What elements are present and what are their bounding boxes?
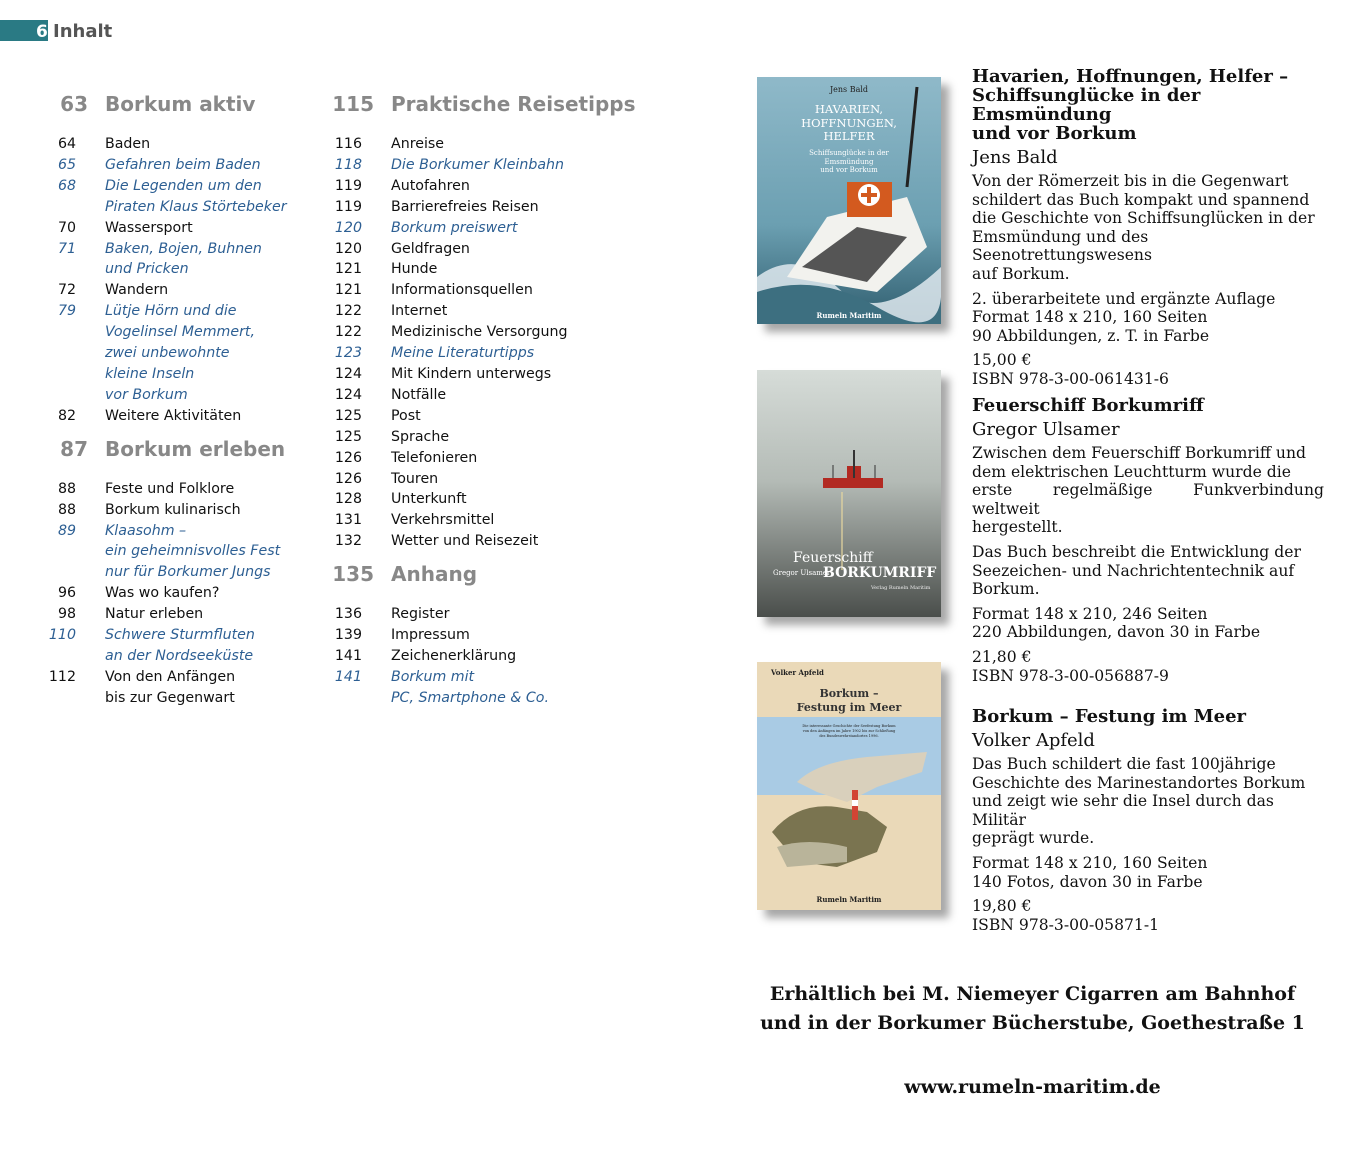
- cover-author: Jens Bald: [829, 85, 869, 94]
- entry-label: Unterkunft: [391, 491, 467, 508]
- toc-entry[interactable]: [38, 625, 338, 667]
- cover-publisher: Rumeln Maritim: [816, 895, 882, 904]
- entry-page-number: 124: [334, 365, 362, 382]
- toc-entry[interactable]: [38, 667, 338, 709]
- entry-label: Register: [391, 606, 450, 623]
- description-line: schildert das Buch kompakt und spannend: [972, 190, 1310, 209]
- toc-entry[interactable]: [324, 197, 644, 218]
- cover-blurb-line: von den Anfängen im Jahre 1902 bis zur Schließung: [802, 729, 896, 733]
- section-title: Praktische Reisetipps: [391, 92, 636, 116]
- cover-blurb-line: des Bundeswehrstandortes 1996.: [819, 734, 879, 738]
- book-isbn: ISBN 978-3-00-05871-1: [972, 915, 1160, 934]
- toc-entry[interactable]: [324, 364, 644, 385]
- entry-label: Post: [391, 407, 421, 424]
- toc-entry[interactable]: [38, 479, 338, 500]
- toc-section-heading: [324, 94, 644, 134]
- book-description: [972, 444, 1324, 537]
- entry-page-number: 112: [48, 668, 76, 685]
- cover-subtitle-line: und vor Borkum: [820, 166, 878, 174]
- cover-title: [757, 687, 941, 715]
- availability-line: Erhältlich bei M. Niemeyer Cigarren am Bahnhof: [769, 983, 1296, 1005]
- description-line: erste regelmäßige Funkverbindung weltweit: [972, 481, 1324, 518]
- entry-label: Borkum preiswert: [391, 219, 518, 236]
- entry-label: Borkum mit PC, Smartphone & Co.: [391, 668, 549, 706]
- toc-entry[interactable]: [324, 489, 644, 510]
- toc-entry[interactable]: [324, 134, 644, 155]
- entry-label: Hunde: [391, 261, 438, 278]
- section-title: Borkum aktiv: [105, 92, 256, 116]
- entry-label: Wandern: [105, 282, 169, 299]
- toc-column-right: [324, 94, 644, 709]
- entry-label: Touren: [391, 470, 439, 487]
- entry-page-number: 126: [334, 470, 362, 487]
- section-page-number: 135: [332, 562, 374, 587]
- cover-publisher: Verlag Rumeln Maritim: [871, 585, 931, 591]
- book-entry-festung: [972, 707, 1327, 934]
- cover-title-line: Festung im Meer: [796, 701, 902, 714]
- cover-title-2: BORKUMRIFF: [823, 565, 937, 581]
- toc-entry[interactable]: [324, 259, 644, 280]
- description-line: Borkum.: [972, 580, 1040, 599]
- description-line: und zeigt wie sehr die Insel durch das Militär: [972, 792, 1274, 829]
- book-cover-festung: [757, 662, 941, 910]
- toc-entry[interactable]: [38, 301, 338, 406]
- toc-entry[interactable]: [324, 322, 644, 343]
- entry-page-number: 122: [334, 303, 362, 320]
- cover-author: Volker Apfeld: [771, 668, 824, 677]
- description-line: hergestellt.: [972, 518, 1063, 537]
- toc-entry[interactable]: [38, 218, 338, 239]
- description-line: geprägt wurde.: [972, 829, 1095, 848]
- entry-page-number: 121: [334, 282, 362, 299]
- toc-section-heading: [38, 94, 338, 134]
- section-heading: Inhalt: [53, 21, 113, 42]
- entry-page-number: 125: [334, 407, 362, 424]
- entry-label: Internet: [391, 303, 448, 320]
- entry-label: Barrierefreies Reisen: [391, 198, 539, 215]
- entry-label: Baken, Bojen, Buhnen und Pricken: [105, 240, 262, 278]
- cover-title-line: HELFER: [823, 129, 875, 143]
- entry-label: Von den Anfängen bis zur Gegenwart: [105, 668, 236, 706]
- toc-entry[interactable]: [38, 280, 338, 301]
- entry-page-number: 70: [57, 219, 76, 236]
- book-title-line: und vor Borkum: [972, 123, 1137, 144]
- entry-page-number: 116: [334, 136, 362, 152]
- entry-label: Borkum kulinarisch: [105, 501, 241, 518]
- entry-label: Sprache: [391, 428, 450, 445]
- book-details: [972, 290, 1327, 346]
- entry-page-number: 110: [48, 627, 76, 644]
- entry-label: Natur erleben: [105, 606, 204, 623]
- toc-entry[interactable]: [324, 646, 644, 667]
- book-description: [972, 755, 1327, 848]
- book-price: 15,00 €: [972, 351, 1032, 370]
- cover-blurb: [757, 724, 941, 739]
- description-line: Das Buch beschreibt die Entwicklung der: [972, 542, 1301, 561]
- toc-entry[interactable]: [324, 176, 644, 197]
- entry-page-number: 141: [334, 668, 362, 685]
- book-entry-feuerschiff: [972, 396, 1324, 685]
- entry-page-number: 131: [334, 512, 362, 529]
- entry-page-number: 96: [57, 585, 76, 602]
- entry-label: Autofahren: [391, 177, 470, 194]
- cover-subtitle-line: Emsmündung: [824, 157, 874, 166]
- entry-label: Die Borkumer Kleinbahn: [391, 156, 565, 173]
- book-author: Volker Apfeld: [972, 730, 1095, 751]
- toc-entry[interactable]: [324, 604, 644, 625]
- entry-label: Informationsquellen: [391, 282, 533, 299]
- section-title: Borkum erleben: [105, 436, 286, 461]
- entry-label: Mit Kindern unterwegs: [391, 365, 552, 382]
- toc-entry[interactable]: [38, 604, 338, 625]
- detail-line: 220 Abbildungen, davon 30 in Farbe: [972, 623, 1261, 642]
- section-page-number: 115: [332, 92, 374, 116]
- toc-entry[interactable]: [38, 521, 338, 584]
- book-price-isbn: [972, 897, 1327, 934]
- entry-label: Lütje Hörn und die Vogelinsel Memmert, zwei unbewohnte kleine Inseln vor Borkum: [105, 303, 255, 403]
- entry-page-number: 120: [334, 219, 362, 236]
- toc-entry[interactable]: [324, 427, 644, 448]
- entry-page-number: 139: [334, 627, 362, 644]
- cover-title: [757, 103, 941, 144]
- entry-label: Die Legenden um den Piraten Klaus Störtebeker: [105, 177, 287, 215]
- entry-page-number: 89: [57, 522, 76, 539]
- toc-entry[interactable]: [324, 625, 644, 646]
- description-line: Zwischen dem Feuerschiff Borkumriff und: [972, 444, 1306, 462]
- book-price: 21,80 €: [972, 647, 1032, 666]
- book-title: [972, 67, 1327, 143]
- toc-entry[interactable]: [38, 500, 338, 521]
- entry-label: Medizinische Versorgung: [391, 324, 568, 341]
- entry-label: Feste und Folklore: [105, 480, 235, 497]
- book-entry-havarien: [972, 67, 1327, 389]
- entry-page-number: 82: [57, 407, 76, 424]
- cover-blurb-line: Die interessante Geschichte der Seefestung Borkum: [802, 724, 896, 728]
- description-line: Emsmündung und des Seenotrettungswesens: [972, 227, 1152, 265]
- description-line: Seezeichen- und Nachrichtentechnik auf: [972, 561, 1295, 580]
- book-title: [972, 396, 1324, 415]
- detail-line: 2. überarbeitete und ergänzte Auflage: [972, 289, 1276, 308]
- toc-column-left: [38, 94, 338, 709]
- entry-page-number: 79: [57, 303, 76, 320]
- cover-author: Gregor Ulsamer: [773, 569, 831, 577]
- cover-title-1: Feuerschiff: [793, 550, 873, 566]
- toc-entry[interactable]: [324, 531, 644, 552]
- toc-entry[interactable]: [38, 239, 338, 281]
- toc-entry[interactable]: [324, 406, 644, 427]
- description-line: die Geschichte von Schiffsunglücken in der: [972, 209, 1315, 228]
- toc-entry[interactable]: [38, 176, 338, 218]
- description-line: Von der Römerzeit bis in die Gegenwart: [972, 172, 1289, 190]
- cover-title-line: HAVARIEN,: [814, 102, 884, 116]
- book-isbn: ISBN 978-3-00-061431-6: [972, 369, 1169, 388]
- toc-entry[interactable]: [324, 448, 644, 469]
- entry-page-number: 72: [57, 282, 76, 299]
- book-cover-feuerschiff: [757, 370, 941, 617]
- entry-page-number: 68: [57, 177, 76, 194]
- section-title: Anhang: [391, 562, 478, 587]
- entry-page-number: 98: [57, 606, 76, 623]
- entry-page-number: 88: [57, 480, 76, 497]
- cover-subtitle: [757, 149, 941, 175]
- toc-entry[interactable]: [324, 239, 644, 260]
- entry-label: Wassersport: [105, 219, 193, 236]
- entry-label: Klaasohm – ein geheimnisvolles Fest nur für Borkumer Jungs: [105, 522, 281, 581]
- entry-page-number: 64: [57, 136, 76, 152]
- entry-page-number: 118: [334, 156, 362, 173]
- book-price: 19,80 €: [972, 897, 1032, 916]
- detail-line: Format 148 x 210, 246 Seiten: [972, 604, 1208, 623]
- book-title-line: Feuerschiff Borkumriff: [972, 395, 1204, 416]
- book-details: [972, 854, 1327, 891]
- cover-title-line: HOFFNUNGEN,: [801, 115, 897, 130]
- cover-title-line: Borkum –: [819, 687, 879, 700]
- availability-line: und in der Borkumer Bücherstube, Goethestraße 1: [760, 1012, 1305, 1034]
- book-price-isbn: [972, 351, 1327, 388]
- toc-entry[interactable]: [324, 385, 644, 406]
- page-number: 6: [36, 22, 48, 42]
- entry-page-number: 128: [334, 491, 362, 508]
- entry-page-number: 141: [334, 647, 362, 664]
- entry-page-number: 65: [57, 156, 76, 173]
- toc-entry[interactable]: [324, 510, 644, 531]
- toc-entry[interactable]: [324, 343, 644, 364]
- book-details: [972, 605, 1324, 642]
- availability-note: [760, 980, 1305, 1038]
- book-description-2: [972, 543, 1324, 599]
- entry-label: Geldfragen: [391, 240, 470, 257]
- entry-page-number: 136: [334, 606, 362, 623]
- toc-entry[interactable]: [38, 583, 338, 604]
- toc-section-heading: [324, 564, 644, 604]
- entry-label: Gefahren beim Baden: [105, 156, 261, 173]
- entry-label: Schwere Sturmfluten an der Nordseeküste: [105, 627, 255, 664]
- book-cover-havarien: [757, 77, 941, 324]
- description-line: Geschichte des Marinestandortes Borkum: [972, 773, 1306, 792]
- entry-page-number: 132: [334, 533, 362, 550]
- entry-label: Baden: [105, 136, 151, 152]
- entry-page-number: 88: [57, 501, 76, 518]
- book-title-line: Schiffsunglücke in der Emsmündung: [972, 85, 1201, 125]
- entry-page-number: 120: [334, 240, 362, 257]
- entry-page-number: 119: [334, 177, 362, 194]
- book-description: [972, 172, 1327, 284]
- cover-subtitle-line: Schiffsunglücke in der: [809, 149, 889, 157]
- entry-label: Meine Literaturtipps: [391, 345, 535, 362]
- toc-entry[interactable]: [324, 218, 644, 239]
- entry-label: Anreise: [391, 136, 445, 152]
- detail-line: 140 Fotos, davon 30 in Farbe: [972, 872, 1203, 891]
- entry-label: Weitere Aktivitäten: [105, 407, 242, 424]
- toc-section-heading: [38, 436, 338, 479]
- entry-page-number: 121: [334, 261, 362, 278]
- toc-entry[interactable]: [324, 280, 644, 301]
- book-price-isbn: [972, 648, 1324, 685]
- book-author: Jens Bald: [972, 147, 1058, 168]
- section-page-number: 63: [60, 92, 88, 116]
- toc-entry[interactable]: [38, 134, 338, 155]
- toc-entry[interactable]: [324, 469, 644, 490]
- entry-label: Notfälle: [391, 386, 447, 403]
- entry-label: Verkehrsmittel: [391, 512, 495, 529]
- entry-label: Impressum: [391, 627, 470, 644]
- entry-page-number: 123: [334, 345, 362, 362]
- entry-page-number: 125: [334, 428, 362, 445]
- entry-page-number: 71: [57, 240, 76, 257]
- toc-entry[interactable]: [324, 155, 644, 176]
- entry-label: Zeichenerklärung: [391, 647, 517, 664]
- detail-line: 90 Abbildungen, z. T. in Farbe: [972, 326, 1210, 345]
- entry-page-number: 124: [334, 386, 362, 403]
- toc-entry[interactable]: [38, 155, 338, 176]
- entry-label: Was wo kaufen?: [105, 585, 220, 602]
- cover-publisher: Rumeln Maritim: [816, 311, 882, 320]
- book-title-line: Borkum – Festung im Meer: [972, 706, 1247, 727]
- toc-entry[interactable]: [324, 667, 644, 709]
- entry-page-number: 126: [334, 449, 362, 466]
- entry-label: Telefonieren: [391, 449, 478, 466]
- book-title-line: Havarien, Hoffnungen, Helfer –: [972, 66, 1289, 87]
- book-isbn: ISBN 978-3-00-056887-9: [972, 666, 1169, 685]
- detail-line: Format 148 x 210, 160 Seiten: [972, 853, 1208, 872]
- description-line: Das Buch schildert die fast 100jährige: [972, 755, 1276, 773]
- website-link[interactable]: www.rumeln-maritim.de: [904, 1076, 1161, 1098]
- section-page-number: 87: [60, 436, 88, 461]
- description-line: dem elektrischen Leuchtturm wurde die: [972, 462, 1291, 481]
- entry-label: Wetter und Reisezeit: [391, 533, 539, 550]
- toc-entry[interactable]: [38, 406, 338, 427]
- entry-page-number: 119: [334, 198, 362, 215]
- toc-entry[interactable]: [324, 301, 644, 322]
- book-author: Gregor Ulsamer: [972, 419, 1120, 440]
- book-title: [972, 707, 1327, 726]
- detail-line: Format 148 x 210, 160 Seiten: [972, 308, 1208, 327]
- description-line: auf Borkum.: [972, 264, 1070, 283]
- entry-page-number: 122: [334, 324, 362, 341]
